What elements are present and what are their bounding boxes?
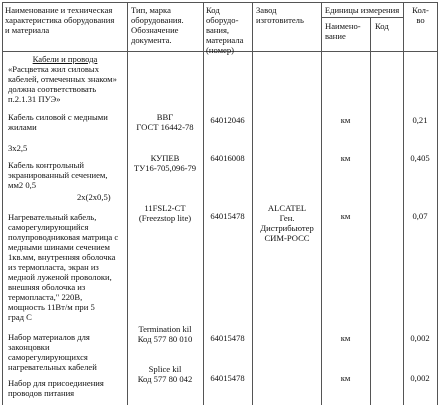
row-name: Набор для присоединения проводов питания <box>8 378 104 398</box>
header-qty: Кол- во <box>412 5 429 25</box>
table-top-border <box>2 2 438 3</box>
row-type: 11FSL2-CT (Freezstop lite) <box>138 203 192 223</box>
row-unit: км <box>340 211 351 221</box>
row-name: 2х(2х0,5) <box>77 192 111 202</box>
col-border-plant-units <box>321 2 322 405</box>
col-border-unitname-unitcode <box>370 17 371 405</box>
row-qty: 0,21 <box>412 115 428 125</box>
header-units: Единицы измерения <box>324 5 400 15</box>
row-qty: 0,07 <box>412 211 428 221</box>
row-code: 64016008 <box>210 153 245 163</box>
row-unit: км <box>340 333 351 343</box>
row-name: 3х2,5 <box>8 143 28 153</box>
row-code: 64012046 <box>210 115 245 125</box>
units-header-divider <box>321 17 403 18</box>
row-qty: 0,002 <box>410 333 430 343</box>
col-border-type-code <box>203 2 204 405</box>
header-code: Код оборудо- вания, материала (номер) <box>206 5 244 55</box>
header-name: Наименование и техническая характеристика оборудования и материала <box>5 5 115 35</box>
row-plant: ALCATEL Ген. Дистрибьютер СИМ-РОСС <box>260 203 314 243</box>
header-type: Тип, марка оборудования. Обозначение документа. <box>131 5 184 45</box>
col-border-right <box>437 2 438 405</box>
row-type: КУПЕВ ТУ16-705,096-79 <box>133 153 197 173</box>
row-type: Termination kil Код 577 80 010 <box>137 324 193 344</box>
row-qty: 0,405 <box>410 153 430 163</box>
row-name: Кабель силовой с медными жилами <box>8 112 108 132</box>
row-name: Нагревательный кабель, саморегулирующийся полупроводниковая матрица с медными шинами сечением 1кв.мм, внутренняя оболочка из термопласта, экран из медной луженой проволоки, внешняя оболочка из термопласта," 220В, мощность 11Вт/м при 5 град С <box>8 212 119 322</box>
row-unit: км <box>340 115 351 125</box>
row-code: 64015478 <box>210 373 245 383</box>
row-code: 64015478 <box>210 333 245 343</box>
header-unit-code: Код <box>375 21 389 31</box>
row-name: Кабель контрольный экранированный сечением, мм2 0,5 <box>8 160 108 190</box>
row-qty: 0,002 <box>410 373 430 383</box>
row-unit: км <box>340 373 351 383</box>
header-plant: Завод изготовитель <box>256 5 304 25</box>
row-code: 64015478 <box>210 211 245 221</box>
row-name: Набор материалов для законцовки саморегулирующихся нагревательных кабелей <box>8 332 97 372</box>
row-type: ВВГ ГОСТ 16442-78 <box>136 112 194 132</box>
section-title: Кабели и провода <box>32 54 98 64</box>
row-type: Splice kil Код 577 80 042 <box>137 364 193 384</box>
header-unit-name: Наимено- вание <box>325 21 361 41</box>
row-unit: км <box>340 153 351 163</box>
col-border-units-qty <box>403 2 404 405</box>
section-note: «Расцветка жил силовых кабелей, отмеченных знаком» должна соответствовать п.2.1.31 ПУЭ» <box>8 64 117 104</box>
